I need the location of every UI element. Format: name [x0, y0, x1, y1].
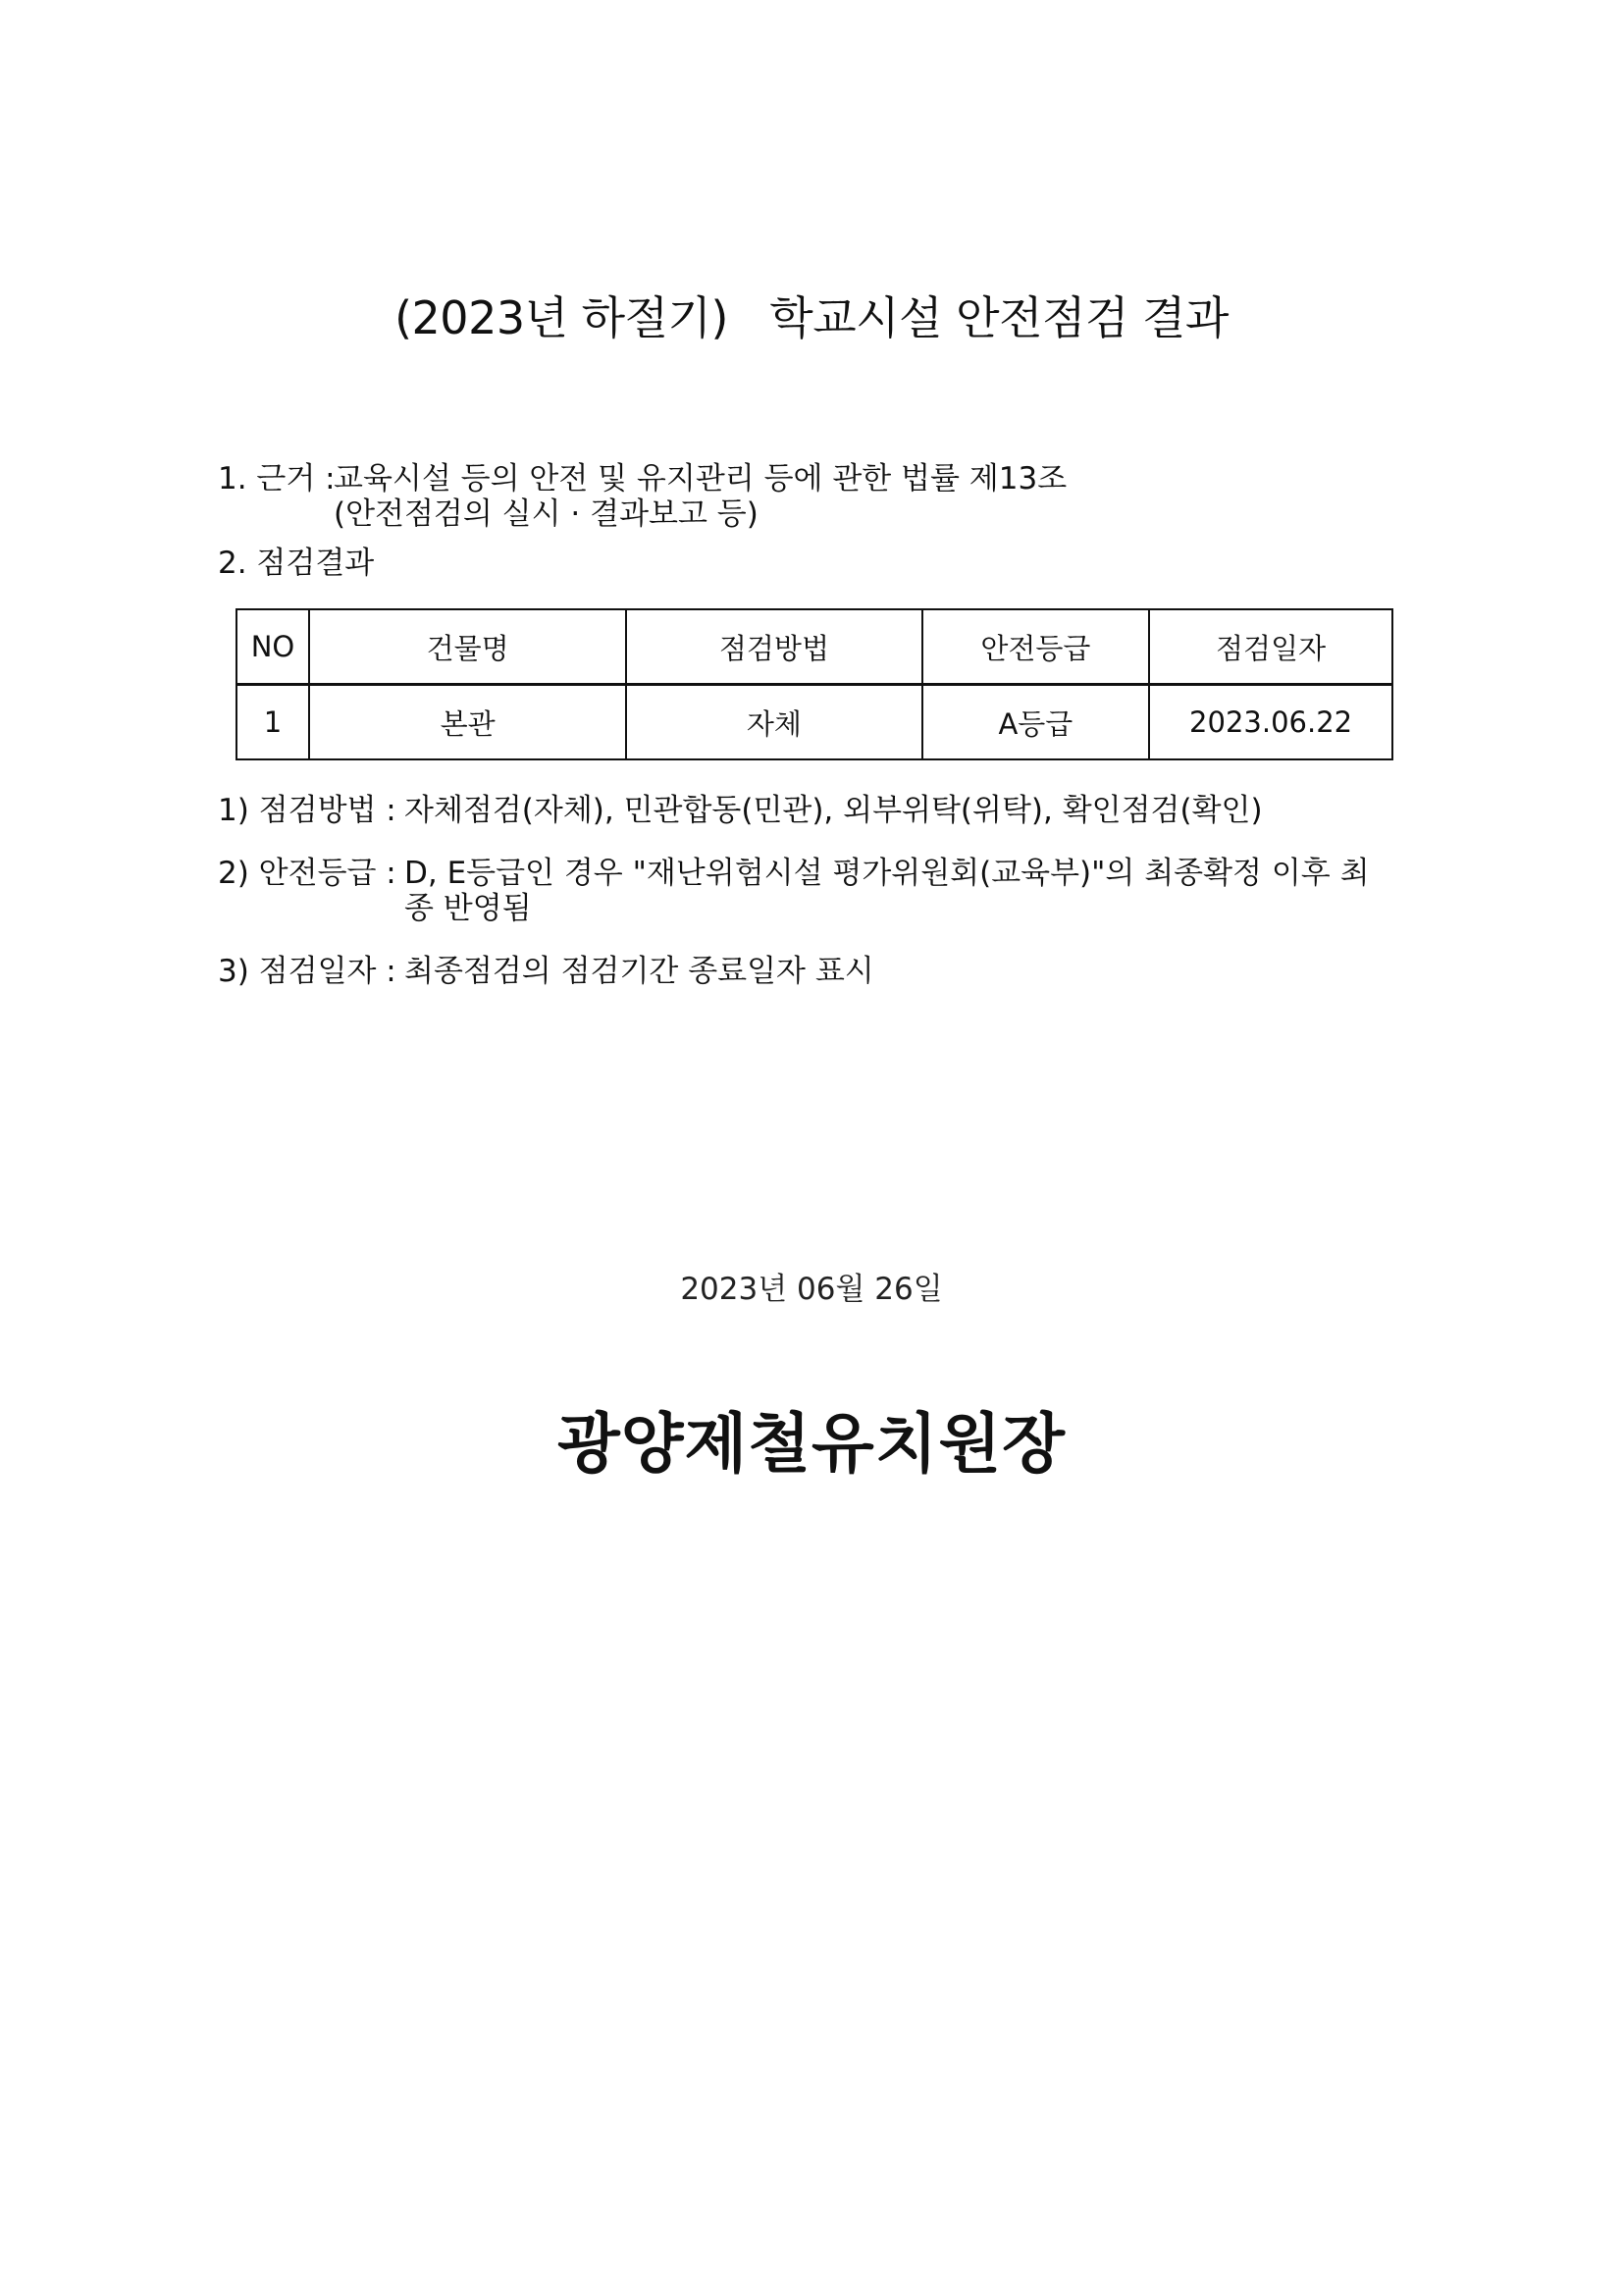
cell-inspection-method: 자체 [626, 685, 921, 760]
notes-section [218, 793, 1395, 1017]
organization-signature: 광양제철유치원장 [556, 1406, 1067, 1482]
issue-date: 2023년 06월 26일 [680, 1272, 943, 1307]
basis-label: 1. 근거 : [218, 461, 336, 496]
basis-line-1: 교육시설 등의 안전 및 유지관리 등에 관한 법률 제13조 [334, 461, 1068, 496]
note-text: 최종점검의 점검기간 종료일자 표시 [404, 954, 874, 989]
cell-building-name: 본관 [309, 685, 626, 760]
note-label: 3) 점검일자 : [218, 954, 396, 989]
cell-no: 1 [236, 685, 309, 760]
cell-inspection-date: 2023.06.22 [1149, 685, 1392, 760]
header-no: NO [236, 609, 309, 685]
note-item [218, 856, 1395, 926]
note-text: D, E등급인 경우 "재난위험시설 평가위원회(교육부)"의 최종확정 이후 최종 반영됨 [404, 856, 1370, 926]
table-header-row [236, 609, 1392, 685]
inspection-results-table [236, 608, 1393, 760]
note-item [218, 793, 1395, 828]
cell-safety-grade: A등급 [922, 685, 1150, 760]
note-text: 자체점검(자체), 민관합동(민관), 외부위탁(위탁), 확인점검(확인) [404, 793, 1263, 828]
note-item [218, 954, 1395, 989]
basis-line-2: (안전점검의 실시 · 결과보고 등) [334, 496, 759, 532]
section-2-heading: 2. 점검결과 [218, 546, 375, 581]
note-label: 2) 안전등급 : [218, 856, 396, 891]
note-label: 1) 점검방법 : [218, 793, 396, 828]
header-building-name: 건물명 [309, 609, 626, 685]
header-inspection-method: 점검방법 [626, 609, 921, 685]
basis-section [218, 461, 1067, 532]
table-row [236, 685, 1392, 760]
header-inspection-date: 점검일자 [1149, 609, 1392, 685]
header-safety-grade: 안전등급 [922, 609, 1150, 685]
document-title: (2023년 하절기) 학교시설 안전점검 결과 [394, 291, 1229, 344]
